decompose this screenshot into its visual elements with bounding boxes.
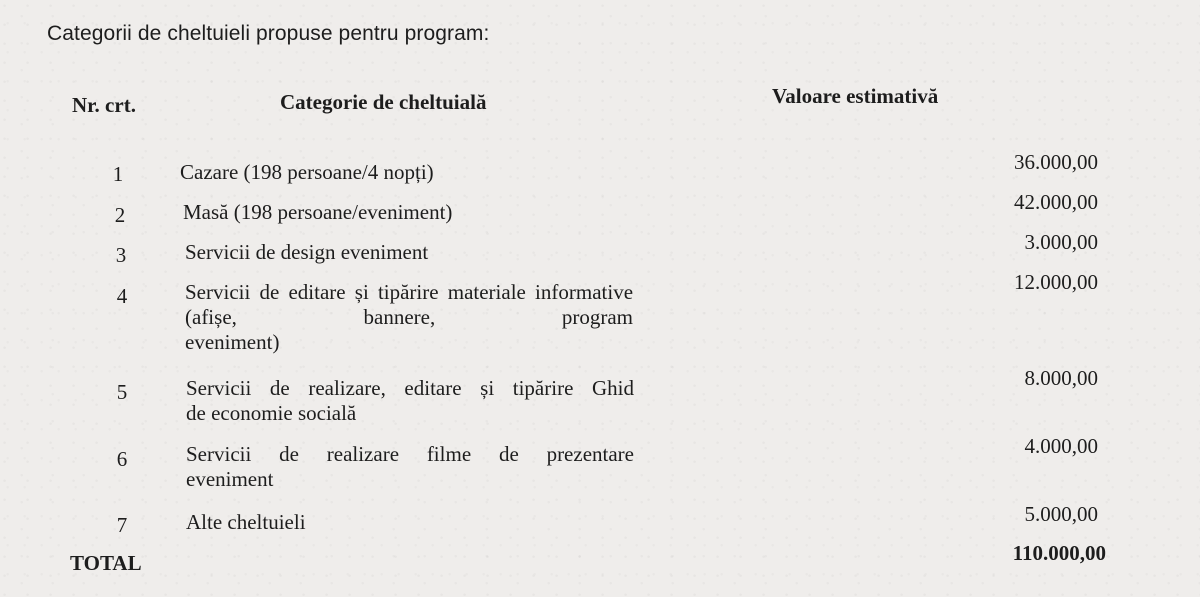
row-category-line: Cazare (198 persoane/4 nopți) xyxy=(180,160,434,184)
header-value: Valoare estimativă xyxy=(772,84,939,108)
row-number: 6 xyxy=(116,447,128,471)
row-value: 42.000,00 xyxy=(1014,190,1098,214)
row-value: 3.000,00 xyxy=(1024,230,1098,254)
row-category xyxy=(185,280,633,355)
row-category-line: Servicii de realizare, editare și tipărire Ghid xyxy=(186,376,634,400)
row-category-line: Servicii de realizare filme de prezentare xyxy=(186,442,634,466)
row-category xyxy=(183,200,452,225)
row-value: 5.000,00 xyxy=(1024,502,1098,526)
row-category xyxy=(180,160,434,185)
header-category: Categorie de cheltuială xyxy=(280,90,487,114)
total-value: 110.000,00 xyxy=(1012,541,1106,565)
row-value: 12.000,00 xyxy=(1014,270,1098,294)
row-category-line: eveniment) xyxy=(185,330,280,354)
row-category-line: eveniment xyxy=(186,467,274,491)
total-label: TOTAL xyxy=(70,551,142,575)
intro-text: Categorii de cheltuieli propuse pentru program: xyxy=(47,22,490,45)
row-category-line: Servicii de editare și tipărire materiale xyxy=(185,280,526,304)
row-category xyxy=(186,510,306,535)
row-category xyxy=(186,442,634,492)
row-number: 2 xyxy=(114,203,126,227)
row-number: 1 xyxy=(112,162,124,186)
row-category xyxy=(185,240,428,265)
row-number: 4 xyxy=(116,284,128,308)
header-nr-crt: Nr. crt. xyxy=(72,93,136,117)
row-value: 8.000,00 xyxy=(1024,366,1098,390)
row-value: 36.000,00 xyxy=(1014,150,1098,174)
row-value: 4.000,00 xyxy=(1024,434,1098,458)
row-number: 3 xyxy=(115,243,127,267)
row-category xyxy=(186,376,634,426)
row-category-line: informative (afișe, bannere, program xyxy=(185,280,634,329)
row-category-line: Alte cheltuieli xyxy=(186,510,306,534)
row-category-line: de economie socială xyxy=(186,401,357,425)
row-category-line: Masă (198 persoane/eveniment) xyxy=(183,200,453,224)
row-number: 7 xyxy=(116,513,128,537)
row-category-line: Servicii de design eveniment xyxy=(185,240,429,264)
row-number: 5 xyxy=(116,380,128,404)
